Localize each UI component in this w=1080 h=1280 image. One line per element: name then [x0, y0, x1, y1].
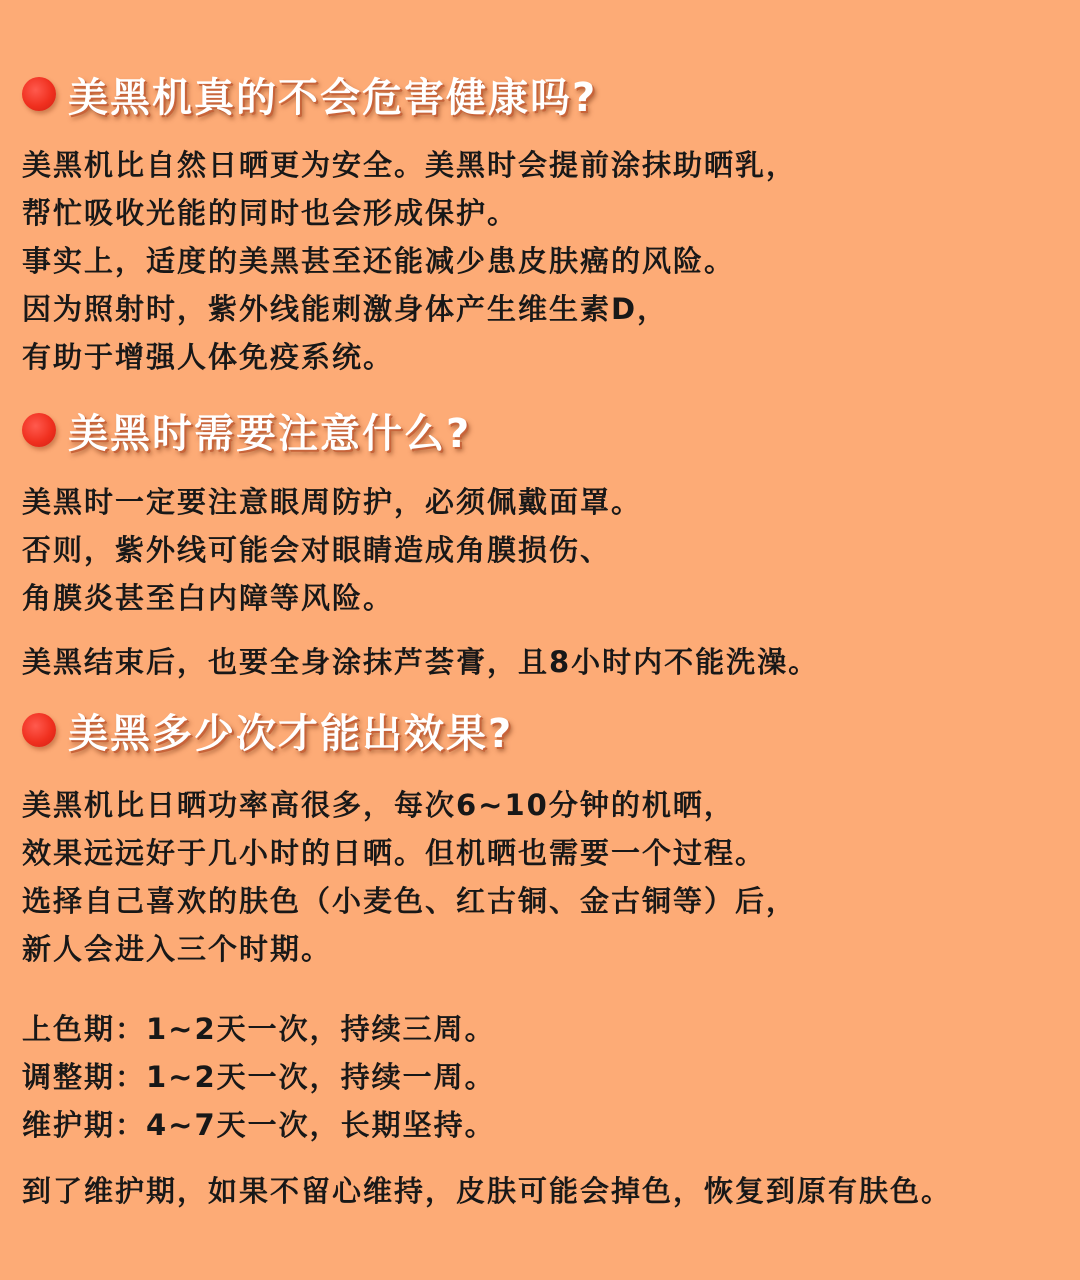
- section-paragraph: [22, 478, 1072, 622]
- text-line: 否则，紫外线可能会对眼睛造成角膜损伤、: [22, 533, 612, 567]
- text-line: 效果远远好于几小时的日晒。但机晒也需要一个过程。: [22, 836, 767, 870]
- section-paragraph: [22, 141, 1072, 381]
- text-line: 因为照射时，紫外线能刺激身体产生维生素D，: [22, 292, 669, 326]
- text-line: 美黑机比日晒功率高很多，每次6~10分钟的机晒，: [22, 788, 735, 822]
- text-line: 到了维护期，如果不留心维持，皮肤可能会掉色，恢复到原有肤色。: [22, 1174, 953, 1208]
- text-line: 角膜炎甚至白内障等风险。: [22, 581, 395, 615]
- text-line: 新人会进入三个时期。: [22, 932, 333, 966]
- section-heading-text: 美黑多少次才能出效果?: [68, 710, 514, 757]
- text-line: 维护期：4~7天一次，长期坚持。: [22, 1108, 496, 1142]
- section-paragraph: [22, 781, 1072, 973]
- red-bullet-icon: [22, 713, 56, 747]
- red-bullet-icon: [22, 77, 56, 111]
- text-line: 美黑时一定要注意眼周防护，必须佩戴面罩。: [22, 485, 643, 519]
- section-heading: [22, 702, 513, 758]
- text-line: 调整期：1~2天一次，持续一周。: [22, 1060, 496, 1094]
- section-heading-text: 美黑机真的不会危害健康吗?: [68, 74, 598, 121]
- text-line: 帮忙吸收光能的同时也会形成保护。: [22, 196, 519, 230]
- section-paragraph: [22, 638, 1072, 686]
- text-line: 事实上，适度的美黑甚至还能减少患皮肤癌的风险。: [22, 244, 736, 278]
- text-line: 美黑结束后，也要全身涂抹芦荟膏，且8小时内不能洗澡。: [22, 645, 820, 679]
- text-line: 美黑机比自然日晒更为安全。美黑时会提前涂抹助晒乳，: [22, 148, 798, 182]
- text-line: 上色期：1~2天一次，持续三周。: [22, 1012, 496, 1046]
- text-line: 有助于增强人体免疫系统。: [22, 340, 395, 374]
- section-paragraph: [22, 1167, 1072, 1215]
- section-heading: [22, 402, 471, 458]
- red-bullet-icon: [22, 413, 56, 447]
- text-line: 选择自己喜欢的肤色（小麦色、红古铜、金古铜等）后，: [22, 884, 798, 918]
- section-heading: [22, 66, 597, 122]
- section-paragraph: [22, 1005, 1072, 1149]
- section-heading-text: 美黑时需要注意什么?: [68, 410, 472, 457]
